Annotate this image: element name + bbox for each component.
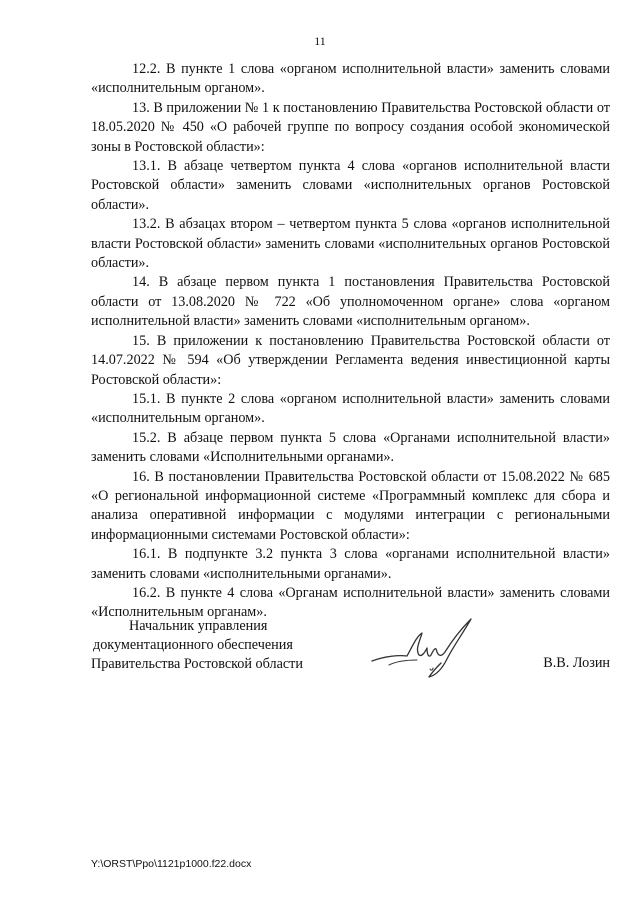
paragraph-13-2: 13.2. В абзацах втором – четвертом пункта 5 слова «органов исполнительной власти Ростовской области» заменить словами «исполнительных органов Ростовской области». xyxy=(91,216,610,272)
signatory-title-line-1: Начальник управления xyxy=(129,618,268,634)
paragraph-13: 13. В приложении № 1 к постановлению Правительства Ростовской области от 18.05.2020 № 450 «О рабочей группе по вопросу создания особой экономической зоны в Ростовской области»: xyxy=(91,99,610,155)
paragraph-13-1: 13.1. В абзаце четвертом пункта 4 слова «органов исполнительной власти Ростовской области» заменить словами «исполнительных органов Ростовской области». xyxy=(91,158,610,213)
paragraph-15-2: 15.2. В абзаце первом пункта 5 слова «Органами исполнительной власти» заменить словами «Исполнительными органами». xyxy=(91,429,610,466)
handwritten-signature xyxy=(367,611,477,681)
signatory-title-line-2: документационного обеспечения xyxy=(93,637,293,654)
file-path-footer: Y:\ORST\Ppo\1121p1000.f22.docx xyxy=(91,858,252,870)
paragraph-16-2: 16.2. В пункте 4 слова «Органам исполнительной власти» заменить словами «Исполнительным органам». xyxy=(91,584,610,621)
paragraph-16-1: 16.1. В подпункте 3.2 пункта 3 слова «органами исполнительной власти» заменить словами «исполнительными органами». xyxy=(91,546,610,582)
signatory-title xyxy=(91,617,303,675)
signatory-title-line-3: Правительства Ростовской области xyxy=(91,656,303,673)
document-body xyxy=(91,60,610,623)
paragraph-12-2: 12.2. В пункте 1 слова «органом исполнительной власти» заменить словами «исполнительным органом». xyxy=(91,61,610,97)
page-number: 11 xyxy=(314,34,326,48)
paragraph-16: 16. В постановлении Правительства Ростовской области от 15.08.2022 № 685 «О региональной информационной системе «Программный комплекс для сбора и анализа оперативной информации с модулями интеграции с региональными информационными системами Ростовской области»: xyxy=(91,468,610,543)
signature-block xyxy=(91,617,610,697)
signatory-name: В.В. Лозин xyxy=(543,655,610,671)
paragraph-15: 15. В приложении к постановлению Правительства Ростовской области от 14.07.2022 № 594 «Об утверждении Регламента ведения инвестиционной карты Ростовской области»: xyxy=(91,332,610,388)
paragraph-14: 14. В абзаце первом пункта 1 постановления Правительства Ростовской области от 13.08.2020 № 722 «Об уполномоченном органе» слова «органом исполнительной власти» заменить словами «исполнительным органом». xyxy=(91,274,610,330)
paragraph-15-1: 15.1. В пункте 2 слова «органом исполнительной власти» заменить словами «исполнительным органом». xyxy=(91,390,610,427)
